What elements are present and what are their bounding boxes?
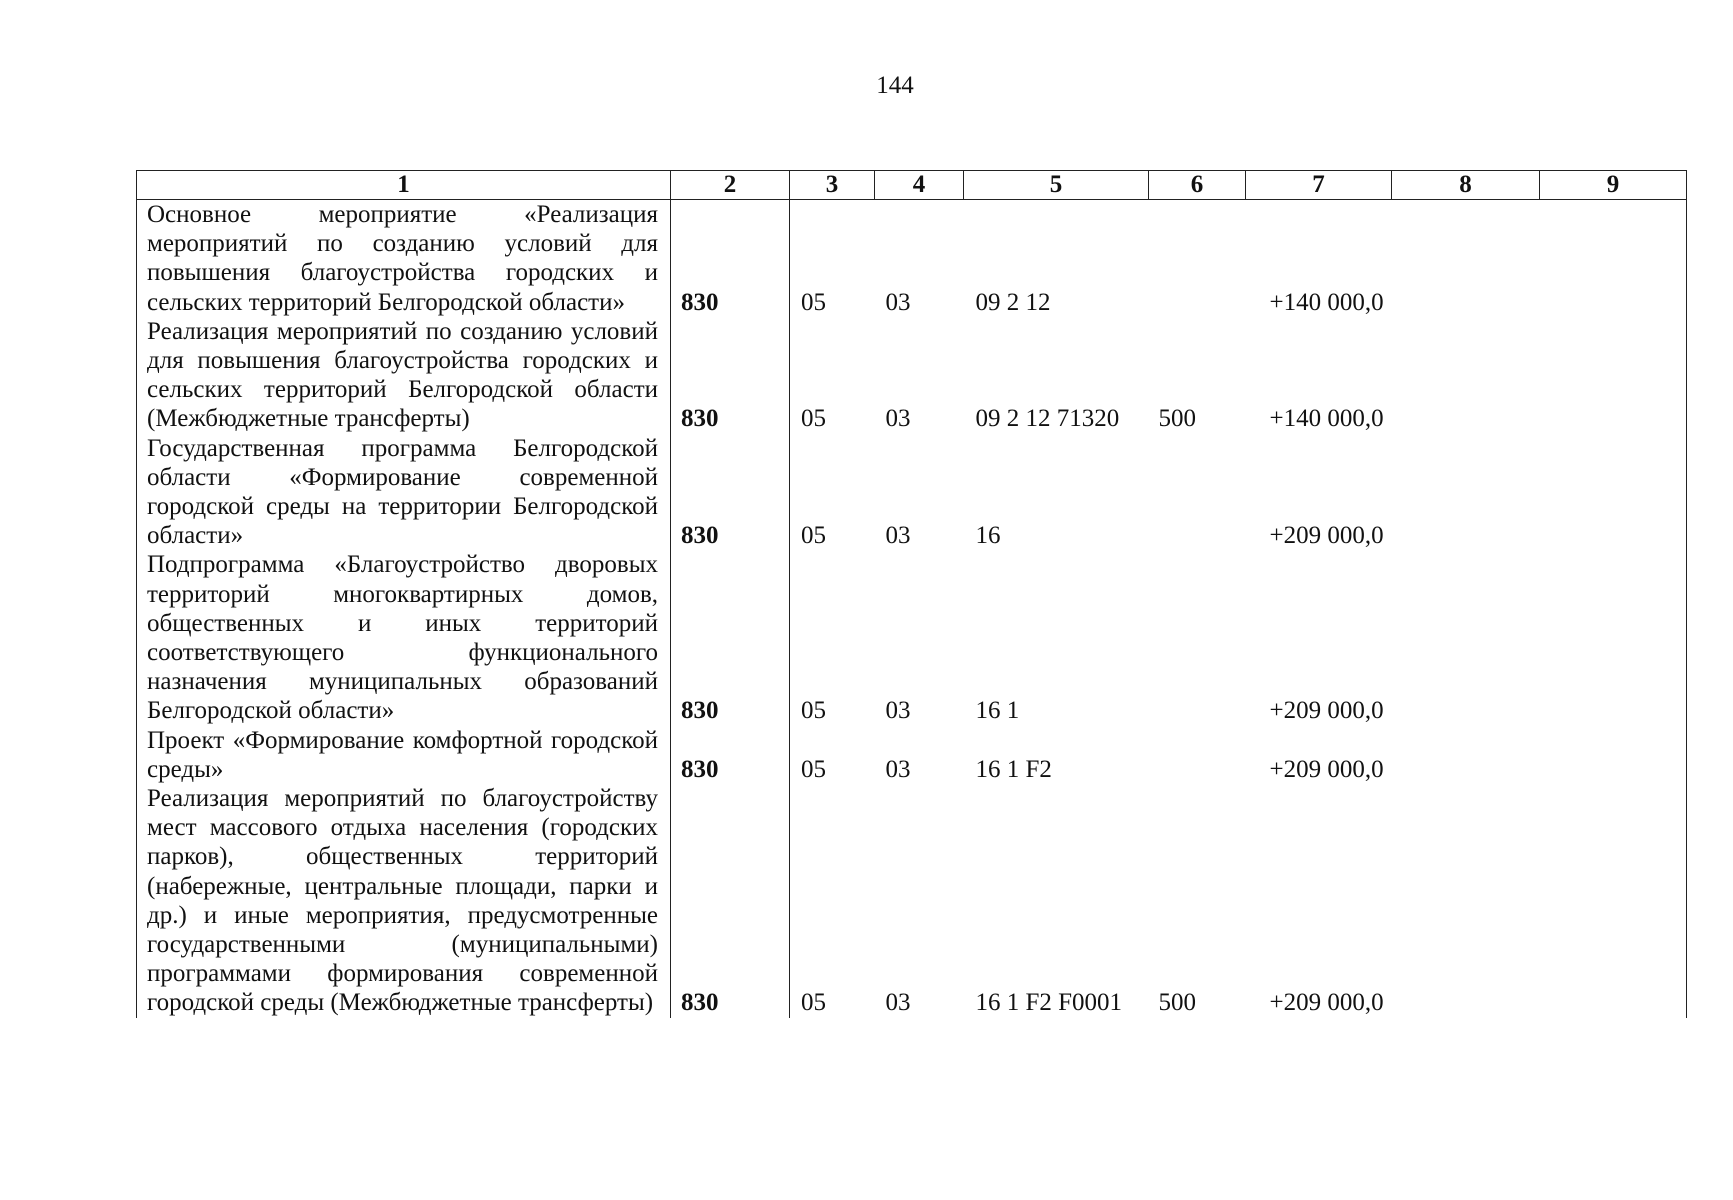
row-expense-type bbox=[1149, 726, 1246, 784]
row-section: 05 bbox=[801, 288, 826, 316]
row-name: Государственная программа Белгородской области «Формирование современной городской среды на территории Белгородской области» bbox=[137, 434, 671, 551]
page-number: 144 bbox=[876, 72, 914, 99]
row-section: 05 bbox=[801, 755, 826, 783]
budget-table bbox=[136, 170, 1687, 1018]
row-expense-type bbox=[1149, 200, 1246, 317]
header-col-5: 5 bbox=[964, 171, 1149, 200]
row-col-8 bbox=[1392, 317, 1540, 434]
row-name: Реализация мероприятий по благоустройству мест массового отдыха населения (городских парков), общественных территорий (набережные, центральные площади, парки и др.) и иные мероприятия, предусмотренные государственными (муниципальными) программами формирования современной городской среды (Межбюджетные трансферты) bbox=[137, 784, 671, 1018]
row-expense-type: 500 bbox=[1158, 405, 1196, 433]
table-header-row bbox=[137, 171, 1687, 200]
row-amount: +140 000,0 bbox=[1269, 405, 1384, 433]
row-section: 05 bbox=[801, 989, 826, 1017]
row-ministry-code: 830 bbox=[671, 200, 790, 317]
row-ministry-code: 830 bbox=[671, 434, 790, 551]
row-subsection: 03 bbox=[885, 755, 911, 783]
row-name: Проект «Формирование комфортной городской среды» bbox=[137, 726, 671, 784]
row-col-9 bbox=[1540, 434, 1687, 551]
row-amount: +140 000,0 bbox=[1269, 288, 1384, 316]
row-target-article: 16 1 F2 F0001 bbox=[975, 989, 1123, 1017]
row-col-8 bbox=[1392, 726, 1540, 784]
header-col-1: 1 bbox=[137, 171, 671, 200]
row-expense-type: 500 bbox=[1158, 989, 1196, 1017]
header-col-6: 6 bbox=[1149, 171, 1246, 200]
row-col-9 bbox=[1540, 550, 1687, 725]
row-subsection: 03 bbox=[885, 405, 911, 433]
table-row bbox=[137, 550, 1687, 725]
row-col-8 bbox=[1392, 550, 1540, 725]
row-col-9 bbox=[1540, 317, 1687, 434]
row-col-8 bbox=[1392, 784, 1540, 1018]
header-col-4: 4 bbox=[875, 171, 964, 200]
header-col-9: 9 bbox=[1540, 171, 1687, 200]
row-col-8 bbox=[1392, 434, 1540, 551]
row-target-article: 09 2 12 71320 bbox=[975, 405, 1120, 433]
row-amount: +209 000,0 bbox=[1269, 989, 1384, 1017]
row-ministry-code: 830 bbox=[671, 726, 790, 784]
row-target-article: 16 1 F2 bbox=[975, 755, 1052, 783]
row-target-article: 16 1 bbox=[975, 697, 1020, 725]
row-ministry-code: 830 bbox=[671, 317, 790, 434]
row-expense-type bbox=[1149, 550, 1246, 725]
table-row bbox=[137, 784, 1687, 1018]
header-col-3: 3 bbox=[790, 171, 875, 200]
row-subsection: 03 bbox=[885, 522, 911, 550]
row-col-9 bbox=[1540, 784, 1687, 1018]
table-row bbox=[137, 200, 1687, 317]
row-col-8 bbox=[1392, 200, 1540, 317]
row-ministry-code: 830 bbox=[671, 784, 790, 1018]
row-subsection: 03 bbox=[885, 288, 911, 316]
row-amount: +209 000,0 bbox=[1269, 697, 1384, 725]
table-row bbox=[137, 726, 1687, 784]
header-col-8: 8 bbox=[1392, 171, 1540, 200]
table-row bbox=[137, 434, 1687, 551]
table-row bbox=[137, 317, 1687, 434]
header-col-2: 2 bbox=[671, 171, 790, 200]
row-target-article: 16 bbox=[975, 522, 1001, 550]
row-amount: +209 000,0 bbox=[1269, 755, 1384, 783]
row-subsection: 03 bbox=[885, 697, 911, 725]
row-section: 05 bbox=[801, 697, 826, 725]
row-name: Подпрограмма «Благоустройство дворовых территорий многоквартирных домов, общественных и иных территорий соответствующего функционального назначения муниципальных образований Белгородской области» bbox=[137, 550, 671, 725]
row-target-article: 09 2 12 bbox=[975, 288, 1051, 316]
row-ministry-code: 830 bbox=[671, 550, 790, 725]
row-col-9 bbox=[1540, 726, 1687, 784]
header-col-7: 7 bbox=[1246, 171, 1392, 200]
row-amount: +209 000,0 bbox=[1269, 522, 1384, 550]
row-expense-type bbox=[1149, 434, 1246, 551]
row-section: 05 bbox=[801, 405, 826, 433]
row-name: Основное мероприятие «Реализация мероприятий по созданию условий для повышения благоустройства городских и сельских территорий Белгородской области» bbox=[137, 200, 671, 317]
row-name: Реализация мероприятий по созданию условий для повышения благоустройства городских и сельских территорий Белгородской области (Межбюджетные трансферты) bbox=[137, 317, 671, 434]
row-col-9 bbox=[1540, 200, 1687, 317]
row-section: 05 bbox=[801, 522, 826, 550]
row-subsection: 03 bbox=[885, 989, 911, 1017]
